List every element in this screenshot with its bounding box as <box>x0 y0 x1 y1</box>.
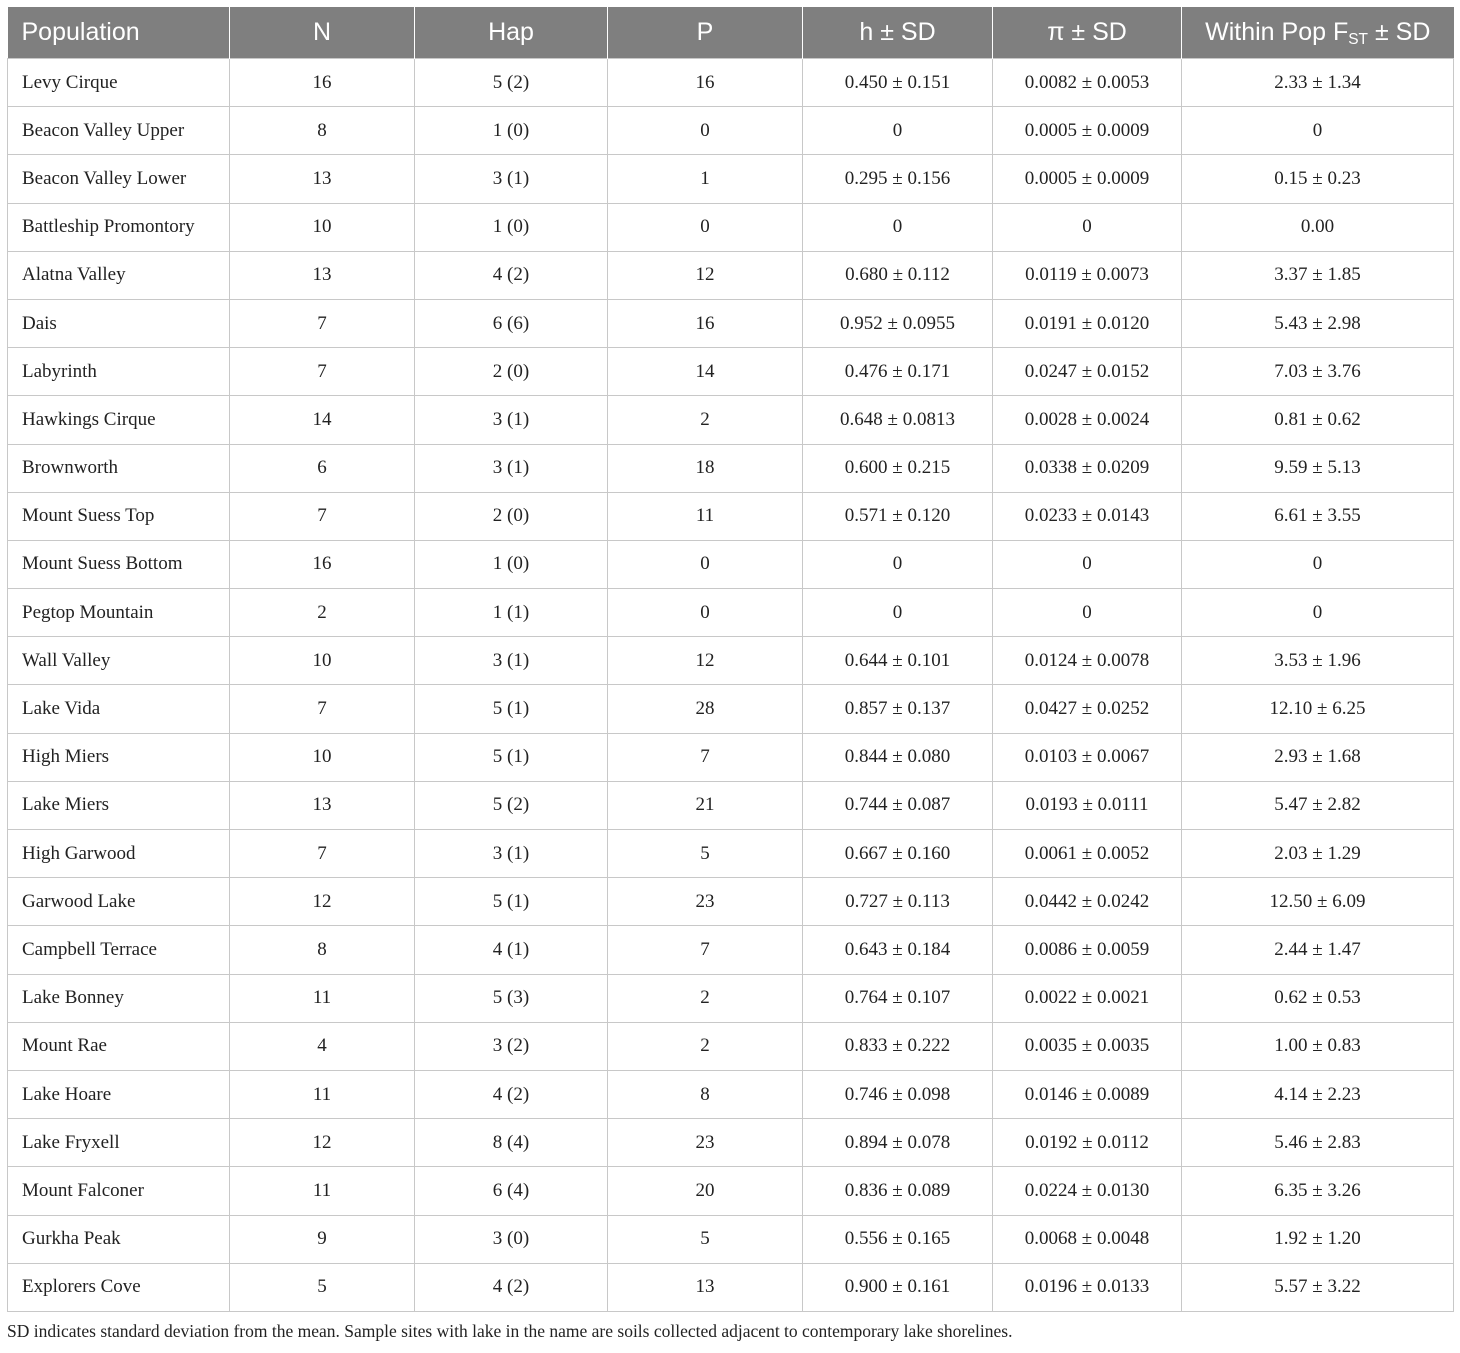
cell-population: Explorers Cove <box>8 1263 230 1311</box>
header-n: N <box>230 7 415 59</box>
cell-within-pop-fst-sd: 12.10 ± 6.25 <box>1182 685 1454 733</box>
cell-n: 10 <box>230 733 415 781</box>
cell-hap: 5 (3) <box>415 974 608 1022</box>
cell-p: 2 <box>608 974 803 1022</box>
table-row <box>8 1119 1454 1167</box>
cell-h-sd: 0.476 ± 0.171 <box>803 348 993 396</box>
table-footnote: SD indicates standard deviation from the mean. Sample sites with lake in the name are soils collected adjacent to contemporary lake shorelines. <box>7 1320 1013 1341</box>
header-h-sd: h ± SD <box>803 7 993 59</box>
cell-hap: 1 (0) <box>415 540 608 588</box>
cell-pi-sd: 0.0192 ± 0.0112 <box>993 1119 1182 1167</box>
cell-p: 12 <box>608 251 803 299</box>
cell-hap: 6 (4) <box>415 1167 608 1215</box>
cell-p: 16 <box>608 299 803 347</box>
cell-n: 12 <box>230 878 415 926</box>
table-row <box>8 637 1454 685</box>
cell-h-sd: 0.648 ± 0.0813 <box>803 396 993 444</box>
table-row <box>8 251 1454 299</box>
cell-n: 11 <box>230 974 415 1022</box>
cell-within-pop-fst-sd: 0.81 ± 0.62 <box>1182 396 1454 444</box>
cell-within-pop-fst-sd: 1.92 ± 1.20 <box>1182 1215 1454 1263</box>
cell-p: 11 <box>608 492 803 540</box>
cell-hap: 4 (1) <box>415 926 608 974</box>
header-fst-sd: ± SD <box>1368 18 1431 46</box>
header-hap: Hap <box>415 7 608 59</box>
header-row <box>8 7 1454 59</box>
cell-population: Levy Cirque <box>8 59 230 107</box>
cell-pi-sd: 0.0233 ± 0.0143 <box>993 492 1182 540</box>
cell-population: Garwood Lake <box>8 878 230 926</box>
cell-n: 7 <box>230 299 415 347</box>
cell-within-pop-fst-sd: 7.03 ± 3.76 <box>1182 348 1454 396</box>
table-row <box>8 107 1454 155</box>
cell-p: 21 <box>608 781 803 829</box>
table-row <box>8 926 1454 974</box>
cell-within-pop-fst-sd: 0 <box>1182 540 1454 588</box>
cell-population: Gurkha Peak <box>8 1215 230 1263</box>
cell-h-sd: 0 <box>803 203 993 251</box>
cell-h-sd: 0.600 ± 0.215 <box>803 444 993 492</box>
cell-p: 0 <box>608 107 803 155</box>
cell-hap: 1 (0) <box>415 107 608 155</box>
cell-pi-sd: 0.0005 ± 0.0009 <box>993 155 1182 203</box>
cell-h-sd: 0.894 ± 0.078 <box>803 1119 993 1167</box>
cell-p: 20 <box>608 1167 803 1215</box>
cell-within-pop-fst-sd: 0.00 <box>1182 203 1454 251</box>
table-row <box>8 1215 1454 1263</box>
cell-pi-sd: 0.0082 ± 0.0053 <box>993 59 1182 107</box>
cell-pi-sd: 0.0119 ± 0.0073 <box>993 251 1182 299</box>
cell-h-sd: 0.295 ± 0.156 <box>803 155 993 203</box>
cell-h-sd: 0.643 ± 0.184 <box>803 926 993 974</box>
cell-hap: 4 (2) <box>415 1263 608 1311</box>
cell-hap: 5 (1) <box>415 685 608 733</box>
cell-h-sd: 0 <box>803 589 993 637</box>
cell-population: Mount Falconer <box>8 1167 230 1215</box>
cell-h-sd: 0 <box>803 107 993 155</box>
cell-within-pop-fst-sd: 2.03 ± 1.29 <box>1182 830 1454 878</box>
cell-pi-sd: 0.0086 ± 0.0059 <box>993 926 1182 974</box>
cell-pi-sd: 0.0068 ± 0.0048 <box>993 1215 1182 1263</box>
table-row <box>8 781 1454 829</box>
table-row <box>8 348 1454 396</box>
cell-p: 0 <box>608 540 803 588</box>
cell-h-sd: 0.744 ± 0.087 <box>803 781 993 829</box>
table-row <box>8 1263 1454 1311</box>
cell-n: 11 <box>230 1070 415 1118</box>
cell-within-pop-fst-sd: 2.93 ± 1.68 <box>1182 733 1454 781</box>
table-row <box>8 1070 1454 1118</box>
cell-pi-sd: 0.0442 ± 0.0242 <box>993 878 1182 926</box>
cell-pi-sd: 0.0005 ± 0.0009 <box>993 107 1182 155</box>
cell-p: 23 <box>608 878 803 926</box>
cell-population: Battleship Promontory <box>8 203 230 251</box>
cell-hap: 2 (0) <box>415 348 608 396</box>
cell-p: 2 <box>608 1022 803 1070</box>
cell-n: 7 <box>230 348 415 396</box>
cell-within-pop-fst-sd: 3.53 ± 1.96 <box>1182 637 1454 685</box>
cell-n: 9 <box>230 1215 415 1263</box>
cell-population: Pegtop Mountain <box>8 589 230 637</box>
cell-h-sd: 0.844 ± 0.080 <box>803 733 993 781</box>
cell-within-pop-fst-sd: 6.61 ± 3.55 <box>1182 492 1454 540</box>
table-row <box>8 299 1454 347</box>
cell-p: 7 <box>608 733 803 781</box>
table-body <box>8 59 1454 1312</box>
cell-population: High Garwood <box>8 830 230 878</box>
cell-pi-sd: 0.0035 ± 0.0035 <box>993 1022 1182 1070</box>
cell-h-sd: 0.900 ± 0.161 <box>803 1263 993 1311</box>
cell-p: 14 <box>608 348 803 396</box>
cell-h-sd: 0.680 ± 0.112 <box>803 251 993 299</box>
cell-p: 28 <box>608 685 803 733</box>
cell-pi-sd: 0.0247 ± 0.0152 <box>993 348 1182 396</box>
cell-h-sd: 0.667 ± 0.160 <box>803 830 993 878</box>
cell-population: Lake Hoare <box>8 1070 230 1118</box>
cell-n: 13 <box>230 155 415 203</box>
table-row <box>8 589 1454 637</box>
header-population: Population <box>8 7 230 59</box>
cell-p: 23 <box>608 1119 803 1167</box>
cell-within-pop-fst-sd: 0 <box>1182 589 1454 637</box>
cell-h-sd: 0.644 ± 0.101 <box>803 637 993 685</box>
cell-hap: 3 (1) <box>415 830 608 878</box>
cell-n: 12 <box>230 1119 415 1167</box>
cell-within-pop-fst-sd: 2.44 ± 1.47 <box>1182 926 1454 974</box>
cell-n: 13 <box>230 781 415 829</box>
cell-n: 16 <box>230 540 415 588</box>
cell-population: Lake Fryxell <box>8 1119 230 1167</box>
cell-h-sd: 0.764 ± 0.107 <box>803 974 993 1022</box>
cell-population: Lake Miers <box>8 781 230 829</box>
cell-population: Wall Valley <box>8 637 230 685</box>
header-fst-label: Within Pop F <box>1205 18 1349 46</box>
population-table <box>7 7 1454 1312</box>
cell-n: 7 <box>230 685 415 733</box>
header-fst-subscript: ST <box>1348 30 1369 48</box>
cell-population: Mount Suess Bottom <box>8 540 230 588</box>
cell-h-sd: 0.836 ± 0.089 <box>803 1167 993 1215</box>
cell-within-pop-fst-sd: 5.47 ± 2.82 <box>1182 781 1454 829</box>
cell-population: Campbell Terrace <box>8 926 230 974</box>
cell-h-sd: 0.727 ± 0.113 <box>803 878 993 926</box>
cell-population: High Miers <box>8 733 230 781</box>
cell-p: 0 <box>608 203 803 251</box>
cell-pi-sd: 0.0191 ± 0.0120 <box>993 299 1182 347</box>
cell-within-pop-fst-sd: 5.46 ± 2.83 <box>1182 1119 1454 1167</box>
cell-within-pop-fst-sd: 12.50 ± 6.09 <box>1182 878 1454 926</box>
table-row <box>8 830 1454 878</box>
cell-pi-sd: 0.0124 ± 0.0078 <box>993 637 1182 685</box>
cell-hap: 5 (1) <box>415 878 608 926</box>
cell-p: 7 <box>608 926 803 974</box>
cell-population: Alatna Valley <box>8 251 230 299</box>
cell-hap: 5 (2) <box>415 781 608 829</box>
cell-within-pop-fst-sd: 0.15 ± 0.23 <box>1182 155 1454 203</box>
cell-hap: 5 (2) <box>415 59 608 107</box>
cell-population: Beacon Valley Upper <box>8 107 230 155</box>
cell-pi-sd: 0 <box>993 203 1182 251</box>
cell-hap: 3 (1) <box>415 444 608 492</box>
cell-hap: 1 (0) <box>415 203 608 251</box>
cell-pi-sd: 0.0196 ± 0.0133 <box>993 1263 1182 1311</box>
cell-p: 16 <box>608 59 803 107</box>
cell-hap: 3 (1) <box>415 637 608 685</box>
cell-h-sd: 0.857 ± 0.137 <box>803 685 993 733</box>
table-row <box>8 974 1454 1022</box>
cell-population: Mount Suess Top <box>8 492 230 540</box>
cell-h-sd: 0.746 ± 0.098 <box>803 1070 993 1118</box>
header-within-pop-fst-sd <box>1182 7 1454 59</box>
cell-pi-sd: 0 <box>993 589 1182 637</box>
cell-pi-sd: 0.0224 ± 0.0130 <box>993 1167 1182 1215</box>
cell-pi-sd: 0.0146 ± 0.0089 <box>993 1070 1182 1118</box>
cell-h-sd: 0.833 ± 0.222 <box>803 1022 993 1070</box>
cell-h-sd: 0.571 ± 0.120 <box>803 492 993 540</box>
cell-pi-sd: 0.0338 ± 0.0209 <box>993 444 1182 492</box>
cell-p: 12 <box>608 637 803 685</box>
table-row <box>8 1167 1454 1215</box>
cell-p: 5 <box>608 1215 803 1263</box>
cell-pi-sd: 0.0028 ± 0.0024 <box>993 396 1182 444</box>
cell-within-pop-fst-sd: 2.33 ± 1.34 <box>1182 59 1454 107</box>
cell-pi-sd: 0.0193 ± 0.0111 <box>993 781 1182 829</box>
cell-hap: 4 (2) <box>415 1070 608 1118</box>
cell-n: 7 <box>230 830 415 878</box>
table-row <box>8 685 1454 733</box>
cell-hap: 6 (6) <box>415 299 608 347</box>
cell-p: 5 <box>608 830 803 878</box>
cell-within-pop-fst-sd: 0 <box>1182 107 1454 155</box>
cell-pi-sd: 0 <box>993 540 1182 588</box>
cell-hap: 4 (2) <box>415 251 608 299</box>
cell-pi-sd: 0.0427 ± 0.0252 <box>993 685 1182 733</box>
cell-within-pop-fst-sd: 0.62 ± 0.53 <box>1182 974 1454 1022</box>
cell-within-pop-fst-sd: 1.00 ± 0.83 <box>1182 1022 1454 1070</box>
table-row <box>8 59 1454 107</box>
cell-n: 2 <box>230 589 415 637</box>
cell-hap: 2 (0) <box>415 492 608 540</box>
cell-h-sd: 0 <box>803 540 993 588</box>
cell-hap: 3 (0) <box>415 1215 608 1263</box>
cell-population: Lake Vida <box>8 685 230 733</box>
cell-n: 5 <box>230 1263 415 1311</box>
cell-p: 1 <box>608 155 803 203</box>
cell-population: Mount Rae <box>8 1022 230 1070</box>
table-row <box>8 155 1454 203</box>
cell-within-pop-fst-sd: 9.59 ± 5.13 <box>1182 444 1454 492</box>
cell-h-sd: 0.450 ± 0.151 <box>803 59 993 107</box>
cell-n: 4 <box>230 1022 415 1070</box>
cell-population: Dais <box>8 299 230 347</box>
cell-n: 10 <box>230 203 415 251</box>
cell-within-pop-fst-sd: 3.37 ± 1.85 <box>1182 251 1454 299</box>
cell-n: 11 <box>230 1167 415 1215</box>
cell-p: 0 <box>608 589 803 637</box>
cell-p: 18 <box>608 444 803 492</box>
cell-within-pop-fst-sd: 5.57 ± 3.22 <box>1182 1263 1454 1311</box>
cell-pi-sd: 0.0022 ± 0.0021 <box>993 974 1182 1022</box>
cell-hap: 3 (1) <box>415 396 608 444</box>
cell-p: 2 <box>608 396 803 444</box>
cell-hap: 5 (1) <box>415 733 608 781</box>
cell-n: 6 <box>230 444 415 492</box>
cell-n: 8 <box>230 926 415 974</box>
table-header <box>8 7 1454 59</box>
cell-n: 14 <box>230 396 415 444</box>
cell-within-pop-fst-sd: 6.35 ± 3.26 <box>1182 1167 1454 1215</box>
cell-n: 10 <box>230 637 415 685</box>
cell-within-pop-fst-sd: 5.43 ± 2.98 <box>1182 299 1454 347</box>
header-pi-sd: π ± SD <box>993 7 1182 59</box>
table-row <box>8 540 1454 588</box>
table-row <box>8 203 1454 251</box>
cell-hap: 8 (4) <box>415 1119 608 1167</box>
cell-population: Hawkings Cirque <box>8 396 230 444</box>
cell-hap: 3 (1) <box>415 155 608 203</box>
cell-within-pop-fst-sd: 4.14 ± 2.23 <box>1182 1070 1454 1118</box>
table-row <box>8 733 1454 781</box>
table-row <box>8 492 1454 540</box>
cell-population: Brownworth <box>8 444 230 492</box>
cell-pi-sd: 0.0061 ± 0.0052 <box>993 830 1182 878</box>
cell-n: 7 <box>230 492 415 540</box>
cell-pi-sd: 0.0103 ± 0.0067 <box>993 733 1182 781</box>
cell-population: Lake Bonney <box>8 974 230 1022</box>
table-container <box>7 7 1453 1342</box>
cell-n: 13 <box>230 251 415 299</box>
cell-p: 13 <box>608 1263 803 1311</box>
cell-n: 8 <box>230 107 415 155</box>
cell-hap: 1 (1) <box>415 589 608 637</box>
table-row <box>8 444 1454 492</box>
cell-h-sd: 0.952 ± 0.0955 <box>803 299 993 347</box>
table-row <box>8 396 1454 444</box>
header-p: P <box>608 7 803 59</box>
cell-population: Labyrinth <box>8 348 230 396</box>
cell-population: Beacon Valley Lower <box>8 155 230 203</box>
cell-p: 8 <box>608 1070 803 1118</box>
cell-hap: 3 (2) <box>415 1022 608 1070</box>
cell-h-sd: 0.556 ± 0.165 <box>803 1215 993 1263</box>
cell-n: 16 <box>230 59 415 107</box>
table-row <box>8 1022 1454 1070</box>
table-row <box>8 878 1454 926</box>
